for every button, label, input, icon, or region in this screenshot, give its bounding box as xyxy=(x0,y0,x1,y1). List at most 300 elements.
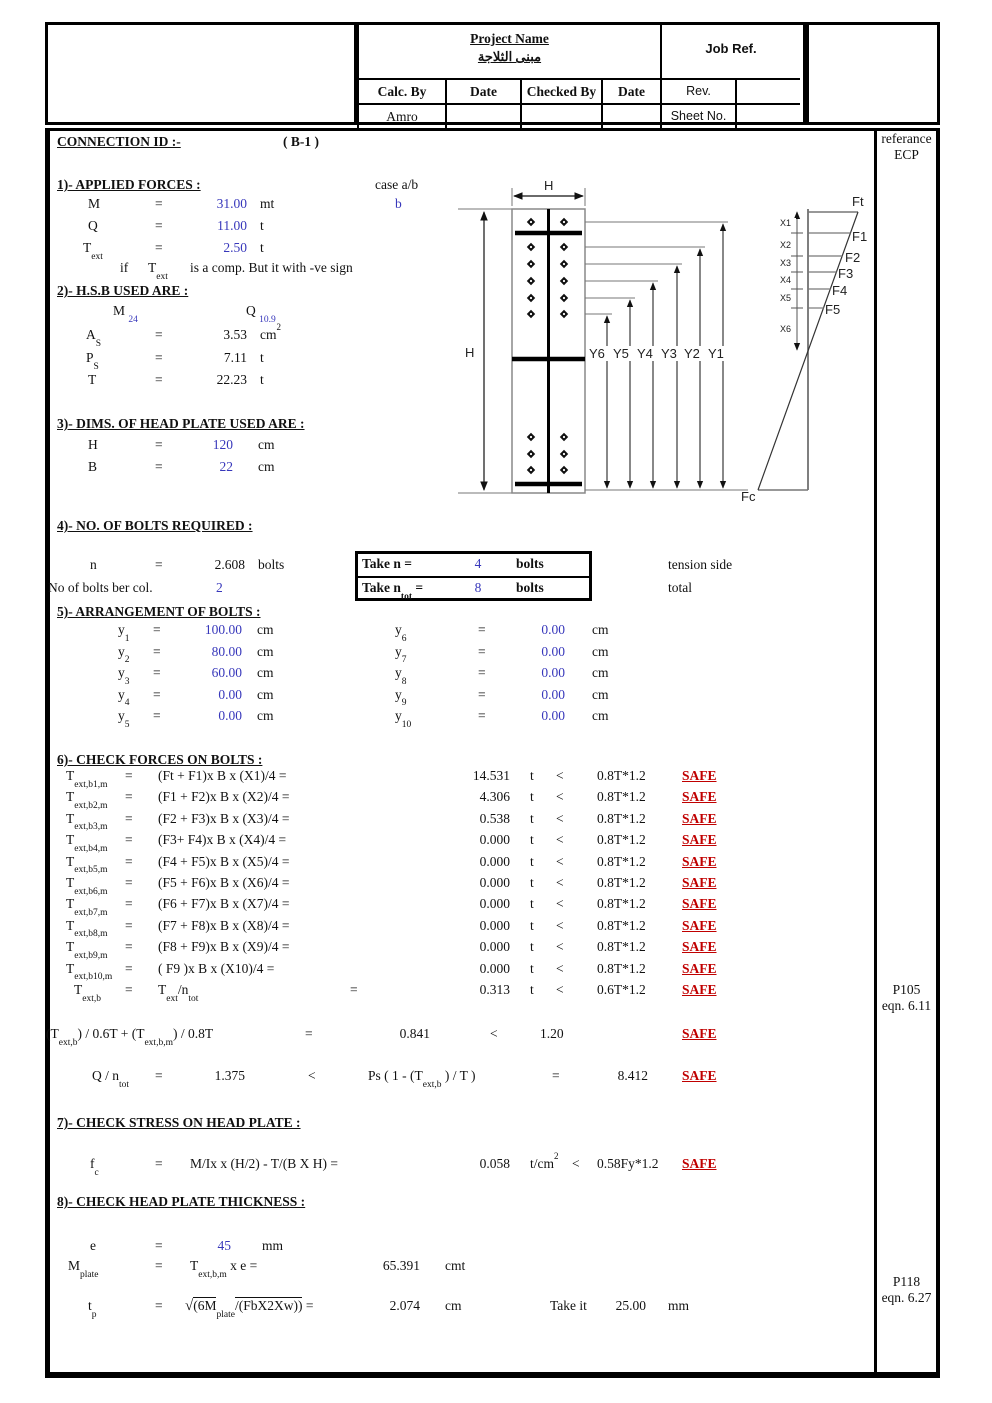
bolt-check-row xyxy=(60,768,840,789)
status-badge: SAFE xyxy=(682,853,717,869)
calc-by-value[interactable]: Amro xyxy=(357,103,445,128)
y-dim-label: Y1 xyxy=(708,346,724,361)
row-unit: t xyxy=(530,896,534,912)
equals: = xyxy=(155,350,163,365)
comb1-expression: $(T_{ext,b}) / 0.6T + (T_{ext,b,m}) / 0.8T$ xyxy=(46,1026,214,1048)
b-value[interactable]: 22 xyxy=(219,459,233,474)
e-unit: mm xyxy=(262,1238,284,1253)
y-dim-label: Y5 xyxy=(613,346,629,361)
project-name-cell xyxy=(357,25,660,78)
checked-by-label: Checked By xyxy=(520,78,601,103)
take-n-box xyxy=(355,551,592,601)
reference-p105-page: P105 xyxy=(892,982,921,997)
row-limit: 0.8T*1.2 xyxy=(597,832,646,848)
y-row xyxy=(60,622,340,644)
equals: = xyxy=(478,686,486,702)
title-block xyxy=(357,22,806,125)
fc-symbol: $f_c$ xyxy=(90,1156,99,1178)
y-dim-label: Y3 xyxy=(661,346,677,361)
date-value-1[interactable] xyxy=(445,103,520,128)
equals: = xyxy=(153,708,161,724)
row-limit: 0.8T*1.2 xyxy=(597,896,646,912)
equals: = xyxy=(155,459,163,474)
tp-symbol: $t_p$ xyxy=(88,1298,97,1320)
total-note: total xyxy=(668,580,692,595)
bolt-check-row xyxy=(60,918,840,939)
row-limit: 0.8T*1.2 xyxy=(597,853,646,869)
section4-title: 4)- NO. OF BOLTS REQUIRED : xyxy=(57,518,253,533)
ps-symbol: $P_S$ xyxy=(86,350,99,372)
less-than: < xyxy=(490,1026,498,1041)
bolt-check-row xyxy=(60,961,840,982)
row-formula: (F8 + F9)x B x (X9)/4 = xyxy=(158,939,290,955)
y-row xyxy=(60,644,340,666)
equals: = xyxy=(155,557,163,572)
equals: = xyxy=(125,896,133,912)
y-symbol: $y_2$ xyxy=(118,643,130,666)
section7-title: 7)- CHECK STRESS ON HEAD PLATE : xyxy=(57,1115,301,1130)
reference-column-divider xyxy=(874,128,877,1378)
row-unit: t xyxy=(530,874,534,890)
y-unit: cm xyxy=(257,622,274,637)
less-than: < xyxy=(556,810,564,826)
y-row xyxy=(60,665,340,687)
row-limit: 0.8T*1.2 xyxy=(597,810,646,826)
as-symbol: $A_S$ xyxy=(86,327,102,349)
rev-label: Rev. xyxy=(660,78,735,103)
y-symbol: $y_{10}$ xyxy=(395,708,412,731)
y-unit: cm xyxy=(592,686,609,702)
less-than: < xyxy=(556,789,564,805)
row-formula: (F5 + F6)x B x (X6)/4 = xyxy=(158,874,290,890)
y-symbol: $y_1$ xyxy=(118,622,130,644)
x-dim-label: X5 xyxy=(780,293,792,303)
equals: = xyxy=(155,1238,163,1253)
y-row xyxy=(395,665,675,687)
status-badge: SAFE xyxy=(682,810,717,826)
take-n-unit: bolts xyxy=(516,556,544,571)
note-symbol: $T_{ext}$ xyxy=(148,260,168,282)
f-force-label: F5 xyxy=(825,302,841,317)
comb2-left: Q / $n_{tot}$ xyxy=(92,1068,130,1090)
section5-title: 5)- ARRANGEMENT OF BOLTS : xyxy=(57,604,261,619)
less-than: < xyxy=(556,874,564,890)
row-limit: 0.8T*1.2 xyxy=(597,939,646,955)
bolts-per-col-value[interactable]: 2 xyxy=(216,580,223,595)
row-value: 0.000 xyxy=(479,917,510,933)
equals: = xyxy=(478,708,486,724)
y-unit: cm xyxy=(592,665,609,681)
y-symbol: $y_5$ xyxy=(118,708,130,731)
take-n-value[interactable]: 4 xyxy=(474,556,482,571)
row-symbol: $T_{ext,b8,m}$ xyxy=(66,917,108,940)
row-formula: (F7 + F8)x B x (X8)/4 = xyxy=(158,917,290,933)
y-row xyxy=(60,687,340,709)
y-value[interactable]: 0.00 xyxy=(541,665,565,681)
x-dim-label: X6 xyxy=(780,324,792,334)
equals: = xyxy=(478,643,486,659)
h-value[interactable]: 120 xyxy=(212,437,233,452)
equals: = xyxy=(155,327,163,342)
tp-unit: cm xyxy=(445,1298,462,1313)
equals: = xyxy=(125,982,133,997)
mplate-value: 65.391 xyxy=(382,1258,420,1273)
equals: = xyxy=(305,1026,313,1041)
bolt-check-rows xyxy=(60,768,840,982)
row-symbol: $T_{ext,b}$ xyxy=(74,982,101,1004)
section3-title: 3)- DIMS. OF HEAD PLATE USED ARE : xyxy=(57,416,305,431)
row-symbol: $T_{ext,b2,m}$ xyxy=(66,789,108,812)
f-force-label: F2 xyxy=(845,250,861,265)
y-symbol: $y_3$ xyxy=(118,665,130,687)
equals: = xyxy=(125,768,133,783)
q-symbol: Q xyxy=(88,218,98,233)
bolt-grade-q[interactable]: Q $_{10.9}$ xyxy=(246,303,276,325)
row-value: 14.531 xyxy=(472,768,510,783)
status-badge: SAFE xyxy=(682,789,717,805)
y-value[interactable]: 0.00 xyxy=(541,622,565,637)
t-value: 22.23 xyxy=(216,372,247,387)
take-n-label: Take n = xyxy=(362,556,412,571)
row-unit: t xyxy=(530,853,534,869)
bolt-check-row xyxy=(60,854,840,875)
equals: = xyxy=(155,196,163,211)
n-symbol: n xyxy=(90,557,97,572)
row-formula: (F2 + F3)x B x (X3)/4 = xyxy=(158,810,290,826)
bolt-check-row xyxy=(60,896,840,917)
y-row xyxy=(395,687,675,709)
reference-p118-eqn: eqn. 6.27 xyxy=(881,1290,932,1305)
reference-p105 xyxy=(869,982,944,1014)
equals-2: = xyxy=(350,982,358,997)
case-label: case a/b xyxy=(375,177,419,192)
t-symbol: T xyxy=(88,372,97,387)
row-value: 0.000 xyxy=(479,939,510,955)
bolt-grade-m[interactable]: M $_{24}$ xyxy=(113,303,138,325)
equals: = xyxy=(155,240,163,255)
take-ntot-value[interactable]: 8 xyxy=(474,580,482,595)
fc-label: Fc xyxy=(741,489,756,504)
x-dimension-labels xyxy=(779,218,796,334)
row-symbol: $T_{ext,b3,m}$ xyxy=(66,810,108,833)
comb1-limit: 1.20 xyxy=(540,1026,564,1041)
ps-value: 7.11 xyxy=(223,350,247,365)
row-unit: t xyxy=(530,939,534,955)
mplate-symbol: $M_{plate}$ xyxy=(68,1258,99,1280)
job-ref-label: Job Ref. xyxy=(705,41,757,56)
y-value[interactable]: 0.00 xyxy=(218,708,242,724)
reference-p118 xyxy=(869,1274,944,1306)
bolts-per-col-label: No of bolts ber col. xyxy=(48,580,153,595)
as-unit: $cm^2$ xyxy=(260,321,281,342)
checked-by-value[interactable] xyxy=(520,103,601,128)
y-symbol: $y_9$ xyxy=(395,686,407,709)
bolt-check-row xyxy=(60,789,840,810)
row-limit: 0.8T*1.2 xyxy=(597,789,646,805)
status-badge: SAFE xyxy=(682,917,717,933)
equals: = xyxy=(155,437,163,452)
header-right-box xyxy=(806,22,940,125)
f-force-label: F3 xyxy=(838,266,854,281)
row-formula: (F3+ F4)x B x (X4)/4 = xyxy=(158,832,287,848)
equals: = xyxy=(478,665,486,681)
b-symbol: B xyxy=(88,459,98,474)
y-dim-label: Y6 xyxy=(589,346,605,361)
y-value[interactable]: 60.00 xyxy=(211,665,242,681)
row-value: 0.538 xyxy=(479,810,510,826)
take-it-label: Take it xyxy=(550,1298,587,1313)
equals: = xyxy=(153,622,161,637)
y-value[interactable]: 0.00 xyxy=(541,643,565,659)
y-value[interactable]: 0.00 xyxy=(541,686,565,702)
row-symbol: $T_{ext,b6,m}$ xyxy=(66,874,108,897)
reference-p105-eqn: eqn. 6.11 xyxy=(881,998,932,1013)
stress-value: 0.058 xyxy=(479,1156,510,1171)
equals: = xyxy=(125,874,133,890)
row-unit: t xyxy=(530,789,534,805)
less-than: < xyxy=(572,1156,580,1171)
x-dim-label: X3 xyxy=(780,258,792,268)
x-dim-label: X1 xyxy=(780,218,792,228)
note-if: if xyxy=(120,260,129,275)
section6-title: 6)- CHECK FORCES ON BOLTS : xyxy=(57,752,263,767)
row-symbol: $T_{ext,b1,m}$ xyxy=(66,768,108,790)
equals: = xyxy=(155,1258,163,1273)
less-than: < xyxy=(308,1068,316,1083)
y-unit: cm xyxy=(592,708,609,724)
y-unit: cm xyxy=(592,643,609,659)
h-symbol: H xyxy=(88,437,98,452)
equals: = xyxy=(153,686,161,702)
less-than: < xyxy=(556,832,564,848)
f-force-label: F1 xyxy=(852,229,868,244)
less-than: < xyxy=(556,768,564,783)
date-value-2[interactable] xyxy=(601,103,660,128)
row-unit: t xyxy=(530,832,534,848)
bolt-arrangement-right xyxy=(395,622,675,730)
row-value: 0.000 xyxy=(479,960,510,976)
f-force-label: F4 xyxy=(832,283,848,298)
row-symbol: $T_{ext,b5,m}$ xyxy=(66,853,108,876)
take-ntot-unit: bolts xyxy=(516,580,544,595)
equals: = xyxy=(153,665,161,681)
row-unit: t xyxy=(530,810,534,826)
date-label-2: Date xyxy=(601,78,660,103)
equals: = xyxy=(155,372,163,387)
connection-id-value[interactable]: ( B-1 ) xyxy=(283,134,319,149)
row-unit: t xyxy=(530,982,534,997)
status-badge: SAFE xyxy=(682,832,717,848)
status-badge: SAFE xyxy=(682,939,717,955)
y-dim-label: Y2 xyxy=(684,346,700,361)
stress-unit: $t/cm^2$ xyxy=(530,1150,559,1171)
tp-value: 2.074 xyxy=(389,1298,420,1313)
tension-side-note: tension side xyxy=(668,557,733,572)
row-limit: 0.8T*1.2 xyxy=(597,960,646,976)
m-symbol: M xyxy=(88,196,101,211)
equals: = xyxy=(125,960,133,976)
y-symbol: $y_6$ xyxy=(395,622,407,644)
equals: = xyxy=(125,939,133,955)
comb2-value: 1.375 xyxy=(214,1068,245,1083)
note-text: is a comp. But it with -ve sign xyxy=(190,260,353,275)
section2-title: 2)- H.S.B USED ARE : xyxy=(57,283,189,298)
case-value[interactable]: b xyxy=(395,196,402,211)
b-unit: cm xyxy=(258,459,275,474)
row-limit: 0.6T*1.2 xyxy=(597,982,646,997)
less-than: < xyxy=(556,982,564,997)
n-unit: bolts xyxy=(258,557,285,572)
less-than: < xyxy=(556,960,564,976)
mplate-formula: $T_{ext,b,m}$ x e = xyxy=(190,1258,258,1280)
sheet-no-label: Sheet No. xyxy=(660,103,735,128)
q-value[interactable]: 11.00 xyxy=(217,218,247,233)
n-value: 2.608 xyxy=(214,557,245,572)
reference-p118-page: P118 xyxy=(892,1274,921,1289)
row-formula: (F1 + F2)x B x (X2)/4 = xyxy=(158,789,290,805)
row-value: 0.000 xyxy=(479,896,510,912)
y-unit: cm xyxy=(257,665,274,681)
reference-line1: referance xyxy=(881,131,932,146)
ps-unit: t xyxy=(260,350,264,365)
y-dimension-labels xyxy=(587,346,730,361)
comb2-value-2: 8.412 xyxy=(617,1068,648,1083)
y-value[interactable]: 0.00 xyxy=(218,686,242,702)
status-badge: SAFE xyxy=(682,982,717,997)
x-dim-label: X2 xyxy=(780,240,792,250)
status-badge: SAFE xyxy=(682,1026,717,1041)
equals: = xyxy=(125,853,133,869)
ft-label: Ft xyxy=(852,194,864,209)
y-row xyxy=(395,644,675,666)
row-value: 0.313 xyxy=(479,982,510,997)
row-value: 0.000 xyxy=(479,832,510,848)
sheet-no-value-cell[interactable] xyxy=(735,103,800,128)
y-row xyxy=(395,622,675,644)
row-value: 0.000 xyxy=(479,853,510,869)
text-symbol: $T_{ext}$ xyxy=(83,240,103,262)
equals: = xyxy=(125,810,133,826)
tp-formula: $√(6M_{plate}/(FbX2Xw))$ = xyxy=(185,1298,314,1320)
calc-by-label: Calc. By xyxy=(357,78,445,103)
status-badge: SAFE xyxy=(682,768,717,783)
y-row xyxy=(60,708,340,730)
row-limit: 0.8T*1.2 xyxy=(597,917,646,933)
less-than: < xyxy=(556,917,564,933)
equals: = xyxy=(125,832,133,848)
dim-label-h-top: H xyxy=(544,178,554,193)
stress-formula: M/Ix x (H/2) - T/(B X H) = xyxy=(190,1156,338,1171)
job-ref-cell xyxy=(660,25,800,78)
take-ntot-label: Take $n_{tot}$ = xyxy=(362,580,424,602)
y-unit: cm xyxy=(257,643,274,659)
row-symbol: $T_{ext,b9,m}$ xyxy=(66,939,108,961)
row-symbol: $T_{ext,b10,m}$ xyxy=(66,960,113,983)
equals: = xyxy=(125,917,133,933)
y-symbol: $y_8$ xyxy=(395,665,407,687)
row-value: 4.306 xyxy=(479,789,510,805)
comb2-formula: Ps ( $1 - (T_{ext,b}$ ) / T ) xyxy=(368,1068,476,1090)
status-badge: SAFE xyxy=(682,1156,717,1171)
row-symbol: $T_{ext,b4,m}$ xyxy=(66,832,108,854)
bolt-check-row xyxy=(60,811,840,832)
logo-box xyxy=(45,22,357,125)
f-force-labels xyxy=(825,229,867,317)
row-formula: ( F9 )x B x (X10)/4 = xyxy=(158,960,275,976)
head-plate-diagram xyxy=(458,178,748,493)
rev-value-cell[interactable] xyxy=(735,78,800,103)
equals: = xyxy=(125,789,133,805)
reference-line2: ECP xyxy=(894,147,919,162)
section8-title: 8)- CHECK HEAD PLATE THICKNESS : xyxy=(57,1194,306,1209)
y-symbol: $y_7$ xyxy=(395,643,407,666)
project-name-label: Project Name xyxy=(470,31,549,46)
y-unit: cm xyxy=(257,686,274,702)
comb1-value: 0.841 xyxy=(399,1026,430,1041)
connection-diagram xyxy=(452,172,872,517)
equals: = xyxy=(153,643,161,659)
e-symbol: e xyxy=(90,1238,96,1253)
t-unit: t xyxy=(260,372,264,387)
y-symbol: $y_4$ xyxy=(118,686,130,709)
row-limit: 0.8T*1.2 xyxy=(597,768,646,783)
y-unit: cm xyxy=(257,708,274,724)
equals: = xyxy=(155,1156,163,1171)
bolt-check-row xyxy=(60,832,840,853)
y-dim-label: Y4 xyxy=(637,346,653,361)
y-value[interactable]: 0.00 xyxy=(541,708,565,724)
equals: = xyxy=(155,1068,163,1083)
bolt-check-row xyxy=(60,939,840,960)
y-value[interactable]: 80.00 xyxy=(211,643,242,659)
date-label-1: Date xyxy=(445,78,520,103)
e-value[interactable]: 45 xyxy=(217,1238,231,1253)
row-unit: t xyxy=(530,960,534,976)
stress-limit: 0.58Fy*1.2 xyxy=(597,1156,659,1171)
as-value: 3.53 xyxy=(223,327,247,342)
stress-distribution-diagram xyxy=(741,194,867,504)
row-formula: (F4 + F5)x B x (X5)/4 = xyxy=(158,853,290,869)
m-value[interactable]: 31.00 xyxy=(216,196,247,211)
less-than: < xyxy=(556,939,564,955)
text-unit: t xyxy=(260,240,264,255)
y-row xyxy=(395,708,675,730)
text-value[interactable]: 2.50 xyxy=(223,240,247,255)
row-value: 0.000 xyxy=(479,874,510,890)
equals: = xyxy=(478,622,486,637)
take-it-value[interactable]: 25.00 xyxy=(615,1298,646,1313)
bolt-check-row xyxy=(60,875,840,896)
status-badge: SAFE xyxy=(682,960,717,976)
mplate-unit: cmt xyxy=(445,1258,466,1273)
row-formula: (F6 + F7)x B x (X7)/4 = xyxy=(158,896,290,912)
y-unit: cm xyxy=(592,622,609,637)
equals-2: = xyxy=(552,1068,560,1083)
y-value[interactable]: 100.00 xyxy=(204,622,242,637)
row-unit: t xyxy=(530,917,534,933)
connection-id-label: CONNECTION ID :- xyxy=(57,134,181,149)
equals: = xyxy=(155,1298,163,1313)
row-formula: (Ft + F1)x B x (X1)/4 = xyxy=(158,768,287,783)
project-name-value: مبنى الثلاجة xyxy=(477,49,542,64)
less-than: < xyxy=(556,853,564,869)
x-dim-label: X4 xyxy=(780,275,792,285)
h-unit: cm xyxy=(258,437,275,452)
reference-note xyxy=(877,131,936,163)
less-than: < xyxy=(556,896,564,912)
status-badge: SAFE xyxy=(682,874,717,890)
q-unit: t xyxy=(260,218,264,233)
